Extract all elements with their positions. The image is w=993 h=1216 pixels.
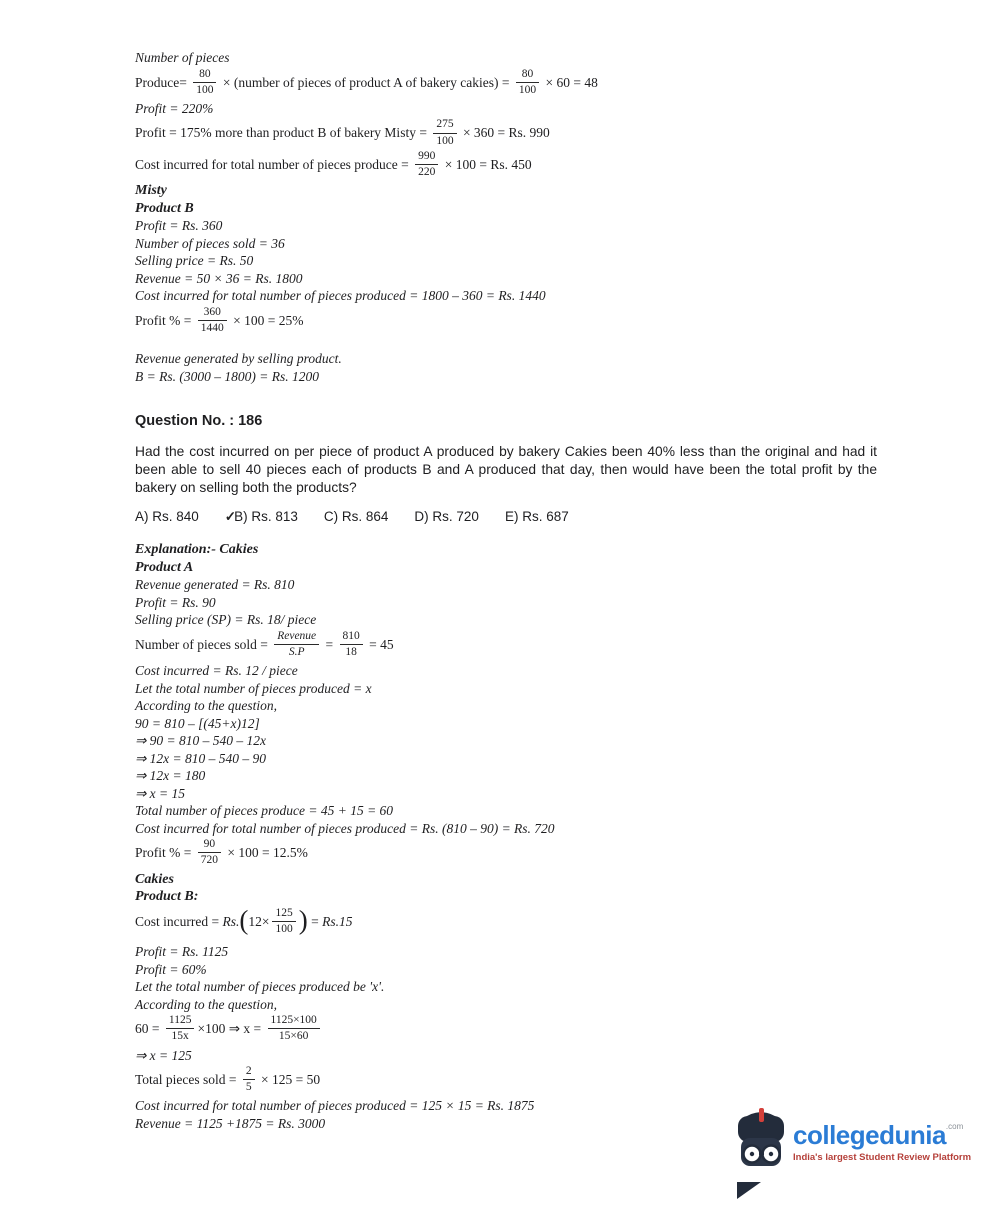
text-line: Profit = Rs. 1125 xyxy=(135,944,229,960)
text-line: Total number of pieces produce = 45 + 15 = 60 xyxy=(135,803,394,819)
text-line: Number of pieces sold = 36 xyxy=(135,235,285,251)
text-line: Cost incurred for total number of pieces produced = 125 × 15 = Rs. 1875 xyxy=(135,1098,535,1114)
text-line: B = Rs. (3000 – 1800) = Rs. 1200 xyxy=(135,368,319,384)
formula-text: = xyxy=(322,636,337,652)
answer-option xyxy=(324,508,389,526)
formula-text: Number of pieces sold = xyxy=(135,636,272,652)
fraction: $\frac{810}{18}$ xyxy=(340,630,363,659)
text-line: ⇒ x = 125 xyxy=(135,1047,192,1063)
section-heading-misty: Misty xyxy=(135,183,167,199)
text-line: Cost incurred for total number of pieces produced = 1800 – 360 = Rs. 1440 xyxy=(135,288,546,304)
formula-text: × (number of pieces of product A of bakery cakies) = xyxy=(219,74,513,90)
options-row xyxy=(135,508,877,526)
formula-text: × 360 = Rs. 990 xyxy=(459,125,550,141)
text-line: Let the total number of pieces produced be 'x'. xyxy=(135,979,385,995)
text-line: 90 = 810 – [(45+x)12] xyxy=(135,715,260,731)
text-line: Revenue generated by selling product. xyxy=(135,351,342,367)
spacer xyxy=(135,338,877,350)
text-line: According to the question, xyxy=(135,996,277,1012)
logo-tld: .com xyxy=(945,1122,964,1131)
formula-line xyxy=(135,151,877,180)
fraction: $\frac{2}{5}$ xyxy=(243,1065,255,1094)
text-line: ⇒ x = 15 xyxy=(135,785,186,801)
formula-line xyxy=(135,631,877,660)
text-line: Cost incurred for total number of pieces produced = Rs. (810 – 90) = Rs. 720 xyxy=(135,820,555,836)
answer-option xyxy=(505,508,569,526)
formula-text: × 100 = Rs. 450 xyxy=(441,156,532,172)
section-heading-product-b: Product B xyxy=(135,200,194,216)
formula-text: Rs.15 xyxy=(322,913,353,929)
text-line: Revenue generated = Rs. 810 xyxy=(135,577,295,593)
formula-text: × 60 = 48 xyxy=(542,74,598,90)
explanation-heading: Explanation:- Cakies xyxy=(135,542,259,558)
spacer xyxy=(135,497,877,508)
question-number: Question No. : 186 xyxy=(135,413,263,430)
formula-text: × 125 = 50 xyxy=(257,1071,321,1087)
text-line: Profit = 220% xyxy=(135,100,214,116)
option-label: C) Rs. 864 xyxy=(323,508,389,524)
fraction: $\frac{80}{100}$ xyxy=(193,68,216,97)
text-line: Let the total number of pieces produced = x xyxy=(135,680,372,696)
text-line: Profit = 60% xyxy=(135,961,207,977)
clipped-line-top: Number of pieces xyxy=(135,50,230,65)
spacer xyxy=(135,431,877,443)
logo-text xyxy=(793,1108,971,1163)
spacer xyxy=(135,525,877,541)
text-line: Revenue = 50 × 36 = Rs. 1800 xyxy=(135,270,303,286)
text-line: ⇒ 90 = 810 – 540 – 12x xyxy=(135,733,267,749)
section-heading-product-b2: Product B: xyxy=(135,889,199,905)
fraction: $\frac{80}{100}$ xyxy=(516,68,539,97)
formula-text: Profit = 175% more than product B of bakery Misty = xyxy=(135,125,431,141)
option-label: A) Rs. 840 xyxy=(135,508,199,524)
formula-text: Total pieces sold = xyxy=(135,1071,240,1087)
formula-text: × 100 = 12.5% xyxy=(224,845,308,860)
text-line: Selling price = Rs. 50 xyxy=(135,253,254,269)
formula-line xyxy=(135,69,877,98)
fraction: $\frac{1125}{15x}$ xyxy=(166,1014,195,1043)
option-label: E) Rs. 687 xyxy=(504,508,569,524)
formula-text: × 100 = 25% xyxy=(229,312,304,328)
fraction: $\frac{275}{100}$ xyxy=(433,118,456,147)
fraction: Revenue S.P xyxy=(274,630,319,659)
formula-text: Profit % = xyxy=(135,312,195,328)
text-line: Profit = Rs. 90 xyxy=(135,594,216,610)
logo-tagline: India's largest Student Review Platform xyxy=(793,1152,972,1163)
text-line: Profit = Rs. 360 xyxy=(135,218,223,234)
formula-text: Rs. xyxy=(222,913,240,929)
big-paren: ) xyxy=(298,904,308,935)
clipped-line-bottom: Revenue = 1125 +1875 = Rs. 3000 xyxy=(135,1115,326,1131)
formula-line xyxy=(135,904,877,937)
option-label: D) Rs. 720 xyxy=(414,508,479,524)
question-text: Had the cost incurred on per piece of product A produced by bakery Cakies been 40% less than the original and had it been able to sell 40 pieces each of products B and A produced that day, then would have been the total profit by the bakery on selling both the products? xyxy=(135,443,877,495)
section-heading-cakies: Cakies xyxy=(135,871,174,887)
collegedunia-logo xyxy=(735,1108,975,1172)
option-label: B) Rs. 813 xyxy=(234,508,298,524)
correct-answer-check-icon: ✓ xyxy=(224,508,237,524)
text-line: ⇒ 12x = 810 – 540 – 90 xyxy=(135,750,267,766)
fraction: $\frac{90}{720}$ xyxy=(198,838,221,867)
fraction: $\frac{360}{1440}$ xyxy=(198,306,227,335)
formula-line xyxy=(135,119,877,148)
formula-text: 12× xyxy=(248,913,270,929)
answer-option xyxy=(225,508,298,526)
text-line: According to the question, xyxy=(135,698,277,714)
formula-text: 60 = xyxy=(135,1020,163,1036)
answer-option xyxy=(135,508,199,526)
formula-text: = 45 xyxy=(365,636,394,652)
fraction: $\frac{1125\times 100}{15\times 60}$ xyxy=(268,1014,320,1043)
text-line: ⇒ 12x = 180 xyxy=(135,768,206,784)
big-paren: ( xyxy=(239,904,249,935)
formula-line xyxy=(135,307,877,336)
formula-text: Profit % = xyxy=(135,845,195,860)
fraction: $\frac{125}{100}$ xyxy=(272,907,295,936)
spacer xyxy=(135,385,877,413)
formula-text: = xyxy=(307,913,323,929)
text-line: Selling price (SP) = Rs. 18/ piece xyxy=(135,612,317,628)
formula-text: Cost incurred for total number of pieces produce = xyxy=(135,156,413,172)
formula-text: ×100 ⇒ x = xyxy=(197,1020,265,1036)
formula-line xyxy=(135,1066,877,1095)
logo-brand: collegedunia xyxy=(793,1120,946,1150)
formula-line xyxy=(135,1015,877,1044)
formula-line xyxy=(135,839,877,868)
formula-text: Cost incurred = xyxy=(135,913,223,929)
text-line: Cost incurred = Rs. 12 / piece xyxy=(135,663,298,679)
answer-option xyxy=(414,508,479,526)
formula-text: Produce= xyxy=(135,74,191,90)
fraction: $\frac{990}{220}$ xyxy=(415,150,438,179)
section-heading-product-a: Product A xyxy=(135,559,194,575)
document-body xyxy=(135,50,877,1132)
corner-mark-shape xyxy=(737,1182,761,1199)
collegedunia-mascot-icon xyxy=(735,1108,787,1170)
